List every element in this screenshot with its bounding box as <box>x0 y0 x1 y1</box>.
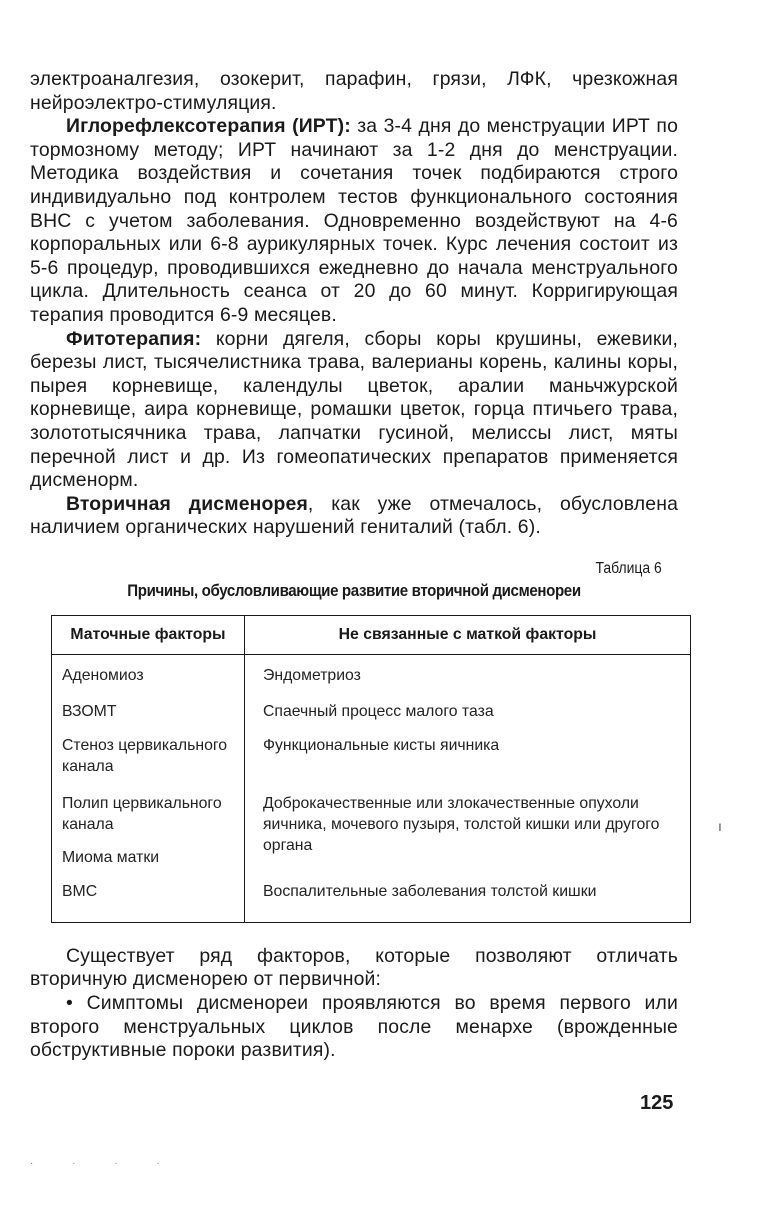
causes-table <box>51 615 691 923</box>
table-row <box>52 869 691 923</box>
cell-right: Эндометриоз <box>245 654 691 689</box>
phyto-text: корни дягеля, сборы коры крушины, ежевики, березы лист, тысячелистника трава, валерианы корень, калины коры, пырея корневище, календулы цветок, аралии маньчжурской корневище, аира корневище, ромашки цветок, горца птичьего трава, золототысячника трава, лапчатки гусиной, мелиссы лист, мяты перечной лист и др. Из гомеопатических препаратов применяется дисменорм. <box>30 327 678 492</box>
paragraph-factors: Существует ряд факторов, которые позволяют отличать вторичную дисменорею от первичной: <box>30 944 678 991</box>
cell-left-group <box>52 781 245 869</box>
paragraph-irt <box>30 115 678 327</box>
cell-left: Миома матки <box>62 848 160 866</box>
paragraph-phyto <box>30 328 678 493</box>
table-title: Причины, обусловливающие развитие вторичной дисменореи <box>127 581 581 600</box>
irt-heading: Иглорефлексотерапия (ИРТ): <box>66 115 351 138</box>
cell-right: Воспалительные заболевания толстой кишки <box>245 869 691 923</box>
header-uterine: Маточные факторы <box>52 615 245 654</box>
cell-right: Функциональные кисты яичника <box>245 723 691 781</box>
table-header-row <box>52 615 691 654</box>
header-non-uterine: Не связанные с маткой факторы <box>245 615 691 654</box>
phyto-heading: Фитотерапия: <box>66 327 202 350</box>
page-body <box>30 68 678 1063</box>
paragraph-secondary <box>30 493 678 540</box>
cell-right: Доброкачественные или злокачественные опухоли яичника, мочевого пузыря, толстой кишки или другого органа <box>245 781 691 869</box>
bullet-item: • Симптомы дисменореи проявляются во время первого или второго менструальных циклов после менархе (врожденные обструктивные пороки развития). <box>30 992 678 1062</box>
cell-left: ВЗОМТ <box>52 689 245 723</box>
cell-left: Полип цервикального канала <box>62 794 222 833</box>
margin-mark: ı <box>718 818 722 834</box>
table-caption: Таблица 6 <box>595 559 662 577</box>
page-number: 125 <box>640 1092 674 1114</box>
table-row <box>52 654 691 689</box>
secondary-heading: Вторичная дисменорея <box>66 492 308 515</box>
table-row <box>52 723 691 781</box>
table-row <box>52 689 691 723</box>
scan-specks: · · · · <box>30 1158 178 1169</box>
irt-text: за 3-4 дня до менструации ИРТ по тормозному методу; ИРТ начинают за 1-2 дня до менструации. Методика воздействия и сочетания точек подбираются строго индивидуально под контролем тестов функционального состояния ВНС с учетом заболевания. Одновременно воздействуют на 4-6 корпоральных или 6-8 аурикулярных точек. Курс лечения состоит из 5-6 процедур, проводившихся ежедневно до начала менструального цикла. Длительность сеанса от 20 до 60 минут. Корригирующая терапия проводится 6-9 месяцев. <box>30 115 679 326</box>
paragraph-1: электроаналгезия, озокерит, парафин, грязи, ЛФК, чрезкожная нейроэлектро-стимуляция. <box>30 68 678 114</box>
cell-left: Аденомиоз <box>52 654 245 689</box>
cell-left: ВМС <box>52 869 245 923</box>
table-row <box>52 781 691 869</box>
cell-right: Спаечный процесс малого таза <box>245 689 691 723</box>
cell-left: Стеноз цервикального канала <box>52 723 245 781</box>
secondary-text: , как уже отмечалось, обусловлена наличием органических нарушений гениталий (табл. 6). <box>30 492 679 539</box>
